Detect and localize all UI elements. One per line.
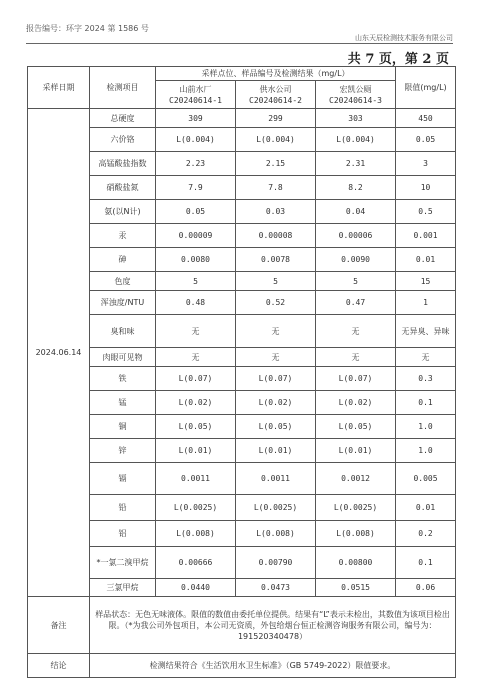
site1-value: 0.00009 [156,224,236,248]
item-name: 砷 [90,248,156,272]
site1-value: 无 [156,348,236,367]
site1-value: 2.23 [156,152,236,176]
table-row [28,495,456,521]
site2-value: L(0.05) [236,415,316,439]
site2-value: 0.00790 [236,547,316,579]
site2-value: 299 [236,109,316,128]
site-header-3 [316,81,396,109]
table-row [28,463,456,495]
site2-value: L(0.02) [236,391,316,415]
limit-value: 0.3 [396,367,456,391]
limit-value: 1 [396,291,456,315]
site3-value: L(0.02) [316,391,396,415]
item-name: 硝酸盐氮 [90,176,156,200]
conclusion-text: 检测结果符合《生活饮用水卫生标准》（GB 5749-2022）限值要求。 [90,654,456,678]
site1-value: L(0.01) [156,439,236,463]
site2-value: 0.52 [236,291,316,315]
item-name: 锌 [90,439,156,463]
site3-value: L(0.0025) [316,495,396,521]
table-row [28,391,456,415]
site1-value: 0.00666 [156,547,236,579]
item-name: 铝 [90,521,156,547]
site-code: C20240614-3 [329,95,382,105]
table-row [28,248,456,272]
col-limit-header: 限值(mg/L) [396,67,456,109]
conclusion-row [28,654,456,678]
site-header-2 [236,81,316,109]
limit-value: 0.5 [396,200,456,224]
site1-value: 5 [156,272,236,291]
item-name: 六价铬 [90,128,156,152]
site3-value: 5 [316,272,396,291]
site3-value: 0.04 [316,200,396,224]
limit-value: 0.01 [396,248,456,272]
site3-value: L(0.008) [316,521,396,547]
site2-value: L(0.004) [236,128,316,152]
limit-value: 1.0 [396,415,456,439]
site2-value: L(0.0025) [236,495,316,521]
site2-value: 2.15 [236,152,316,176]
table-row [28,291,456,315]
site-code: C20240614-1 [169,95,222,105]
site1-value: 0.48 [156,291,236,315]
site2-value: 5 [236,272,316,291]
limit-value: 0.06 [396,579,456,597]
limit-value: 无异臭、异味 [396,315,456,348]
site1-value: L(0.02) [156,391,236,415]
site2-value: L(0.008) [236,521,316,547]
item-name: 臭和味 [90,315,156,348]
item-name: 三氯甲烷 [90,579,156,597]
table-row [28,176,456,200]
site3-value: 0.47 [316,291,396,315]
limit-value: 0.01 [396,495,456,521]
header-row [28,67,456,81]
limit-value: 0.1 [396,391,456,415]
site-name: 山前水厂 [179,84,212,94]
table-row [28,439,456,463]
site3-value: 无 [316,315,396,348]
site3-value: 0.0515 [316,579,396,597]
remarks-label: 备注 [28,597,90,654]
site1-value: L(0.07) [156,367,236,391]
site-name: 供水公司 [259,84,292,94]
report-number: 报告编号：环字 2024 第 1586 号 [26,24,149,33]
site2-value: 7.8 [236,176,316,200]
item-name: 锰 [90,391,156,415]
item-name: 总硬度 [90,109,156,128]
item-name: 肉眼可见物 [90,348,156,367]
limit-value: 10 [396,176,456,200]
header-divider [26,43,453,44]
item-name: 色度 [90,272,156,291]
site1-value: L(0.05) [156,415,236,439]
site1-value: 0.0080 [156,248,236,272]
table-row [28,579,456,597]
site3-value: 无 [316,348,396,367]
limit-value: 0.005 [396,463,456,495]
site1-value: 7.9 [156,176,236,200]
site3-value: L(0.004) [316,128,396,152]
item-name: 镉 [90,463,156,495]
site1-value: 0.0440 [156,579,236,597]
page-indicator: 共 7 页，第 2 页 [347,52,449,67]
site3-value: 0.0012 [316,463,396,495]
table-row [28,315,456,348]
results-table [27,66,456,678]
site3-value: 0.00006 [316,224,396,248]
site1-value: 0.0011 [156,463,236,495]
company-name: 山东天辰检测技术服务有限公司 [355,34,453,42]
site2-value: 无 [236,315,316,348]
limit-value: 0.2 [396,521,456,547]
conclusion-label: 结论 [28,654,90,678]
table-row [28,109,456,128]
limit-value: 15 [396,272,456,291]
limit-value: 3 [396,152,456,176]
site1-value: 0.05 [156,200,236,224]
limit-value: 450 [396,109,456,128]
col-item-header: 检测项目 [90,67,156,109]
table-row [28,128,456,152]
site3-value: 8.2 [316,176,396,200]
site-name: 宏凯公厕 [339,84,372,94]
site3-value: 2.31 [316,152,396,176]
table-row [28,200,456,224]
site3-value: L(0.07) [316,367,396,391]
table-row [28,547,456,579]
col-date-header: 采样日期 [28,67,90,109]
item-name: 铅 [90,495,156,521]
limit-value: 0.05 [396,128,456,152]
site2-value: L(0.07) [236,367,316,391]
sampling-date: 2024.06.14 [28,109,90,597]
col-group-header: 采样点位、样品编号及检测结果（mg/L） [156,67,396,81]
site2-value: 无 [236,348,316,367]
item-name: 氨(以N计) [90,200,156,224]
site3-value: 303 [316,109,396,128]
site1-value: 309 [156,109,236,128]
site2-value: 0.03 [236,200,316,224]
site3-value: 0.00800 [316,547,396,579]
limit-value: 0.1 [396,547,456,579]
table-row [28,521,456,547]
item-name: 浑浊度/NTU [90,291,156,315]
site2-value: 0.0011 [236,463,316,495]
limit-value: 无 [396,348,456,367]
site2-value: 0.00008 [236,224,316,248]
site1-value: L(0.004) [156,128,236,152]
remarks-text: 样品状态：无色无味液体。限值的数值由委托单位提供。结果有“L”表示未检出，其数值为该项目检出限。（*为我公司外包项目，本公司无资质，外包给烟台恒正检测咨询服务有限公司，编号为：191520340478） [90,597,456,654]
item-name: 汞 [90,224,156,248]
site3-value: L(0.05) [316,415,396,439]
site1-value: L(0.0025) [156,495,236,521]
item-name: 铁 [90,367,156,391]
item-name: 铜 [90,415,156,439]
item-name: *一氯二溴甲烷 [90,547,156,579]
remarks-row [28,597,456,654]
site2-value: 0.0078 [236,248,316,272]
site3-value: 0.0090 [316,248,396,272]
site1-value: 无 [156,315,236,348]
limit-value: 1.0 [396,439,456,463]
site2-value: L(0.01) [236,439,316,463]
table-row [28,415,456,439]
item-name: 高锰酸盐指数 [90,152,156,176]
site-header-1 [156,81,236,109]
table-row [28,272,456,291]
table-row [28,152,456,176]
table-row [28,224,456,248]
table-row [28,367,456,391]
limit-value: 0.001 [396,224,456,248]
site3-value: L(0.01) [316,439,396,463]
site2-value: 0.0473 [236,579,316,597]
table-row [28,348,456,367]
site-code: C20240614-2 [249,95,302,105]
site1-value: L(0.008) [156,521,236,547]
